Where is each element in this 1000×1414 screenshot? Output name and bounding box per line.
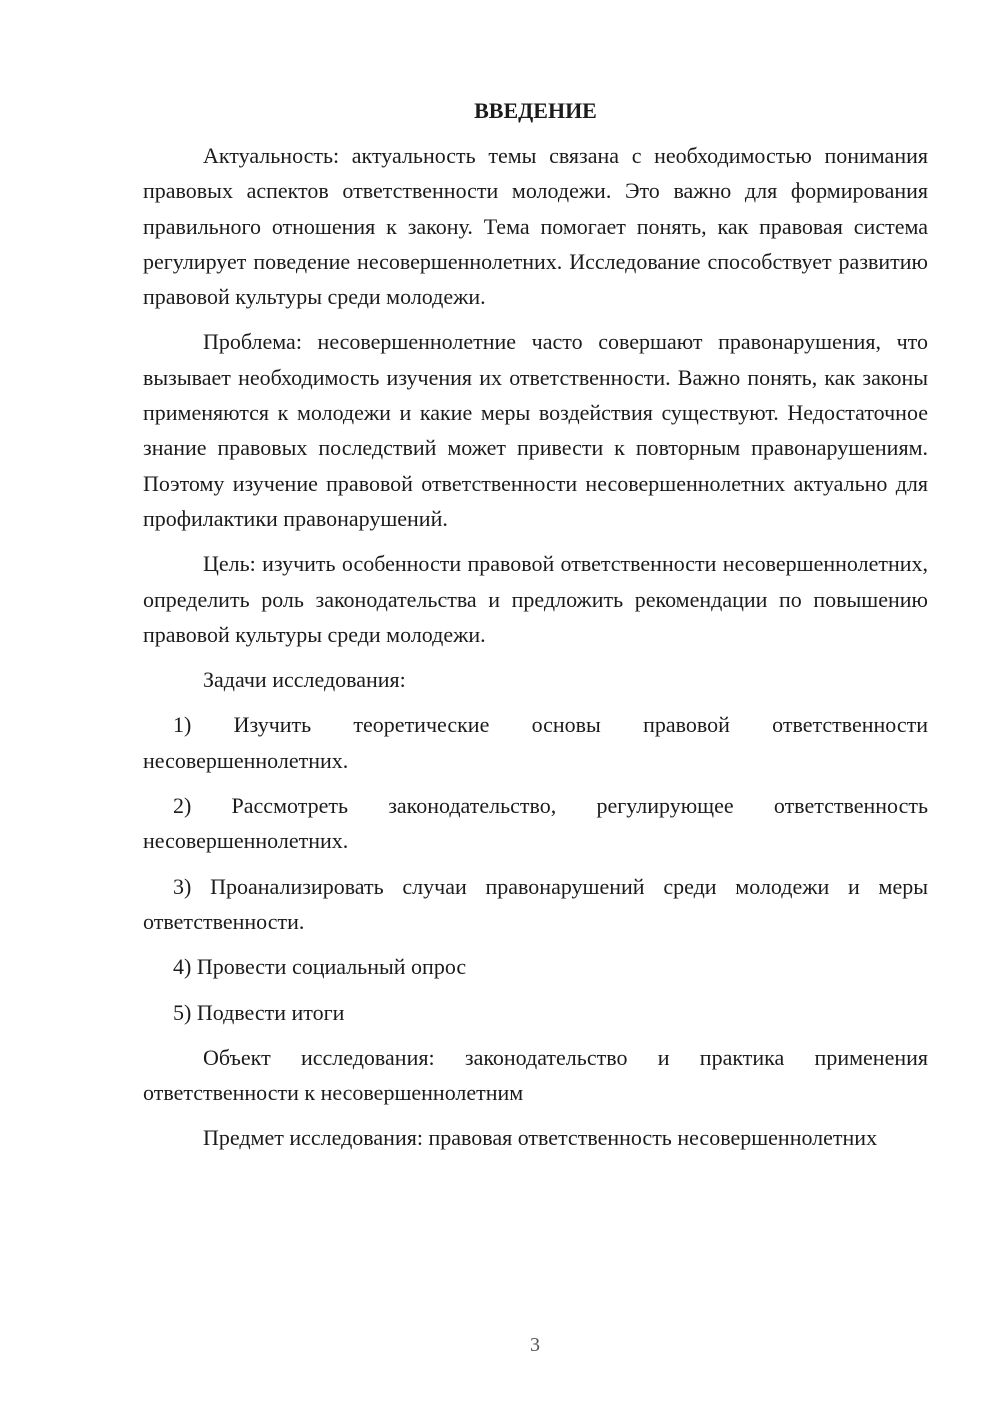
task-item-3: 3) Проанализировать случаи правонарушений среди молодежи и меры ответственности. <box>143 873 928 934</box>
goal-paragraph: Цель: изучить особенности правовой ответственности несовершеннолетних, определить роль законодательства и предложить рекомендации по повышению правовой культуры среди молодежи. <box>143 551 928 647</box>
tasks-heading: Задачи исследования: <box>203 667 406 693</box>
subject-paragraph: Предмет исследования: правовая ответственность несовершеннолетних <box>203 1125 878 1151</box>
problem-paragraph: Проблема: несовершеннолетние часто совершают правонарушения, что вызывает необходимость изучения их ответственности. Важно понять, как законы применяются к молодежи и какие меры воздействия существуют. Недостаточное знание правовых последствий может привести к повторным правонарушениям. Поэтому изучение правовой ответственности несовершеннолетних актуально для профилактики правонарушений. <box>143 329 928 531</box>
section-title: ВВЕДЕНИЕ <box>474 98 597 123</box>
task-item-2: 2) Рассмотреть законодательство, регулирующее ответственность несовершеннолетних. <box>143 793 928 854</box>
document-body <box>143 94 928 1166</box>
object-paragraph: Объект исследования: законодательство и практика применения ответственности к несовершеннолетним <box>143 1044 928 1106</box>
task-item-1: 1) Изучить теоретические основы правовой ответственности несовершеннолетних. <box>143 712 928 773</box>
page-number: 3 <box>530 1334 540 1356</box>
task-item-5: 5) Подвести итоги <box>173 999 345 1025</box>
relevance-paragraph: Актуальность: актуальность темы связана с необходимостью понимания правовых аспектов ответственности молодежи. Это важно для формирования правильного отношения к закону. Тема помогает понять, как правовая система регулирует поведение несовершеннолетних. Исследование способствует развитию правовой культуры среди молодежи. <box>143 143 928 310</box>
task-item-4: 4) Провести социальный опрос <box>173 954 467 980</box>
